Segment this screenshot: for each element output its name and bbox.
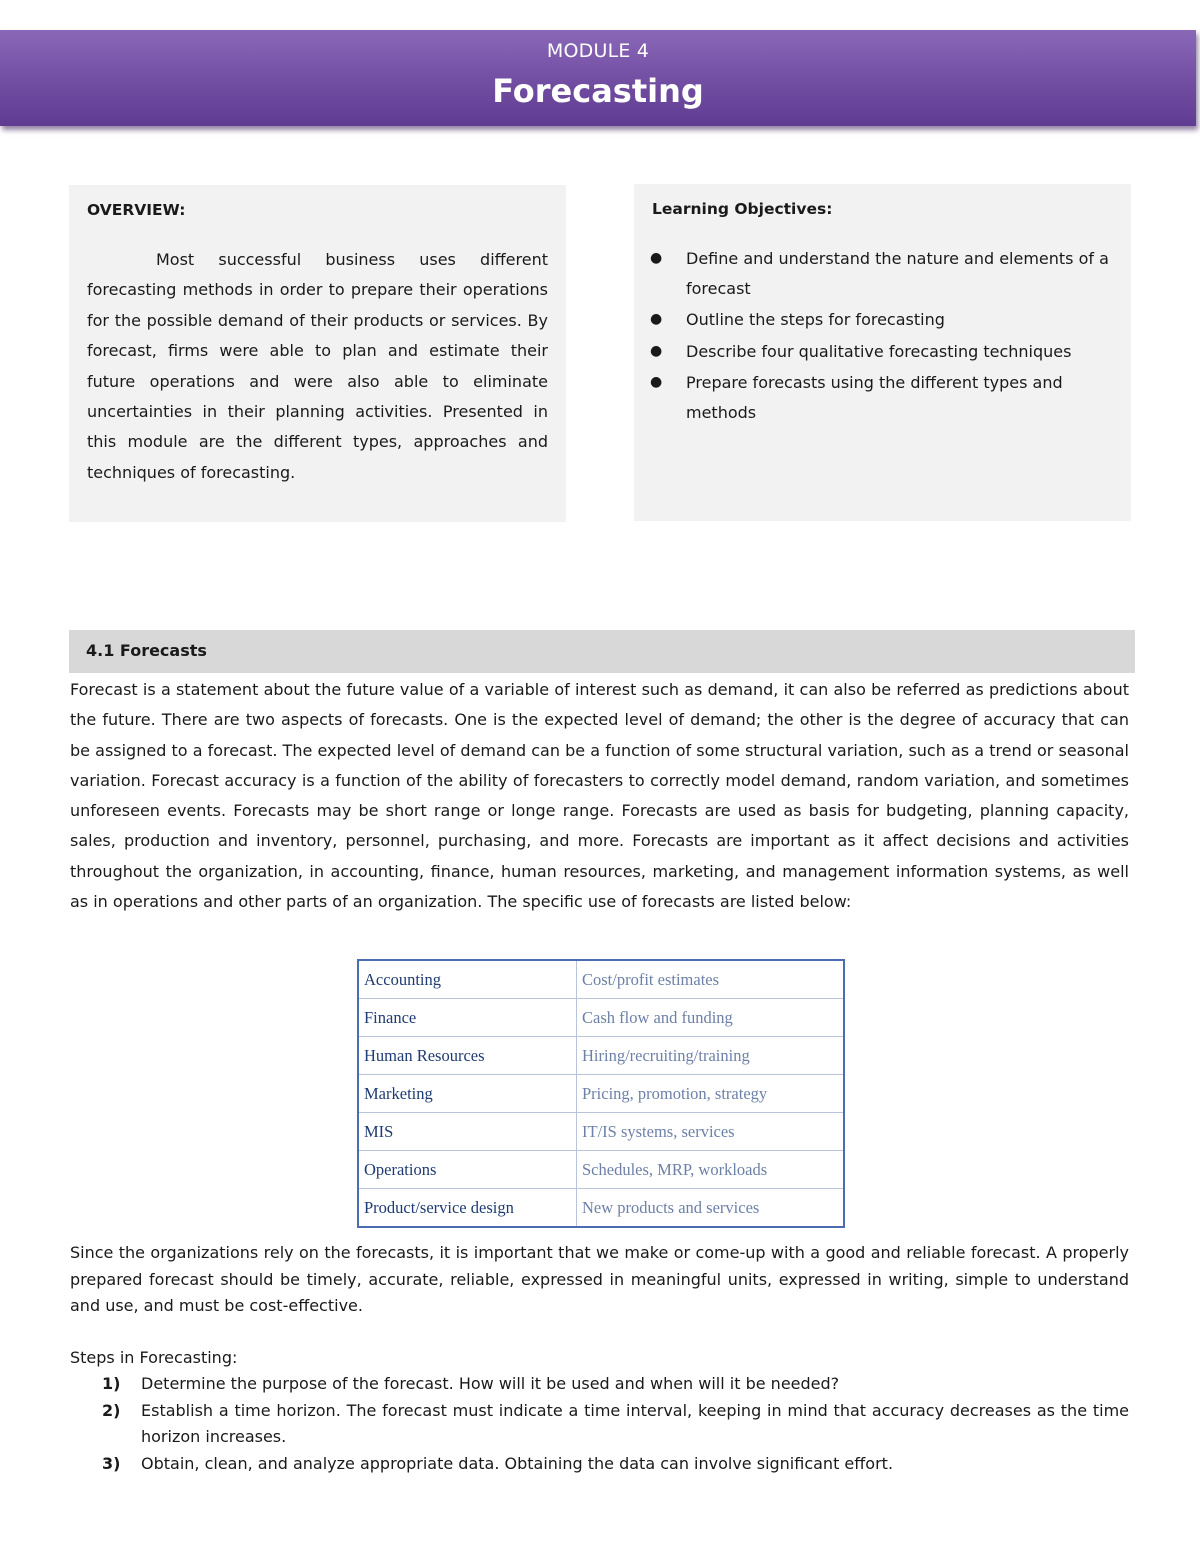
table-row	[358, 1113, 844, 1151]
table-cell-area: MIS	[358, 1113, 577, 1151]
objective-text: Prepare forecasts using the different types and methods	[686, 373, 1063, 422]
table-cell-area: Product/service design	[358, 1189, 577, 1228]
learning-objectives-box	[634, 184, 1131, 521]
steps-list	[70, 1371, 1129, 1477]
step-text: Obtain, clean, and analyze appropriate data. Obtaining the data can involve significant effort.	[141, 1453, 894, 1473]
table-cell-area: Finance	[358, 999, 577, 1037]
table-cell-use: Hiring/recruiting/training	[577, 1037, 845, 1075]
overview-text: Most successful business uses different forecasting methods in order to prepare their operations for the possible demand of their products or services. By forecast, firms were able to plan and estimate their future operations and were also able to eliminate uncertainties in their planning activities. Presented in this module are the different types, approaches and techniques of forecasting.	[87, 250, 548, 482]
table-cell-area: Marketing	[358, 1075, 577, 1113]
list-item	[650, 305, 1120, 335]
table-cell-area: Operations	[358, 1151, 577, 1189]
table-cell-use: Schedules, MRP, workloads	[577, 1151, 845, 1189]
step-number: 2)	[102, 1400, 121, 1420]
list-item	[70, 1398, 1129, 1451]
table-row	[358, 1037, 844, 1075]
table-cell-use: Cash flow and funding	[577, 999, 845, 1037]
table-row	[358, 999, 844, 1037]
objective-text: Describe four qualitative forecasting techniques	[686, 341, 1072, 361]
reliable-forecast-paragraph: Since the organizations rely on the forecasts, it is important that we make or come-up with a good and reliable forecast. A properly prepared forecast should be timely, accurate, reliable, expressed in meaningful units, expressed in writing, simple to understand and use, and must be cost-effective.	[70, 1243, 1129, 1315]
table-row	[358, 960, 844, 999]
learning-objectives-heading: Learning Objectives:	[652, 200, 833, 218]
bullet-icon: ●	[650, 311, 663, 327]
bullet-icon: ●	[650, 250, 663, 266]
learning-objectives-list	[650, 244, 1120, 429]
table-cell-area: Accounting	[358, 960, 577, 999]
list-item	[70, 1371, 1129, 1398]
list-item	[650, 337, 1120, 367]
list-item	[650, 244, 1120, 303]
objective-text: Outline the steps for forecasting	[686, 310, 945, 329]
list-item	[70, 1451, 1129, 1478]
table-row	[358, 1151, 844, 1189]
module-title: Forecasting	[492, 72, 704, 110]
step-text: Determine the purpose of the forecast. How will it be used and when will it be needed?	[141, 1374, 840, 1393]
forecast-definition-paragraph: Forecast is a statement about the future value of a variable of interest such as demand, it can also be referred as predictions about the future. There are two aspects of forecasts. One is the expected level of demand; the other is the degree of accuracy that can be assigned to a forecast. The expected level of demand can be a function of some structural variation, such as a trend or seasonal variation. Forecast accuracy is a function of the ability of forecasters to correctly model demand, random variation, and sometimes unforeseen events. Forecasts may be short range or longe range. Forecasts are used as basis for budgeting, planning capacity, sales, production and inventory, personnel, purchasing, and more. Forecasts are important as it affect decisions and activities throughout the organization, in accounting, finance, human resources, marketing, and management information systems, as well as in operations and other parts of an organization. The specific use of forecasts are listed below:	[70, 680, 1129, 912]
table-row	[358, 1189, 844, 1228]
bullet-icon: ●	[650, 342, 663, 359]
forecast-uses-table	[357, 959, 845, 1228]
step-number: 1)	[102, 1374, 121, 1393]
overview-box	[69, 185, 566, 522]
steps-heading: Steps in Forecasting:	[70, 1348, 238, 1367]
objective-text: Define and understand the nature and elements of a forecast	[686, 249, 1109, 298]
overview-heading: OVERVIEW:	[87, 201, 186, 219]
table-cell-use: Pricing, promotion, strategy	[577, 1075, 845, 1113]
section-heading-bar	[69, 630, 1135, 673]
module-number: MODULE 4	[546, 40, 650, 62]
step-number: 3)	[102, 1453, 121, 1473]
table-cell-use: Cost/profit estimates	[577, 960, 845, 999]
section-title: 4.1 Forecasts	[86, 641, 207, 660]
list-item	[650, 368, 1120, 427]
bullet-icon: ●	[650, 374, 663, 390]
module-banner	[0, 30, 1196, 126]
step-text: Establish a time horizon. The forecast must indicate a time interval, keeping in mind that accuracy decreases as the time horizon increases.	[141, 1400, 1129, 1446]
table-cell-area: Human Resources	[358, 1037, 577, 1075]
table-cell-use: IT/IS systems, services	[577, 1113, 845, 1151]
table-row	[358, 1075, 844, 1113]
table-cell-use: New products and services	[577, 1189, 845, 1228]
